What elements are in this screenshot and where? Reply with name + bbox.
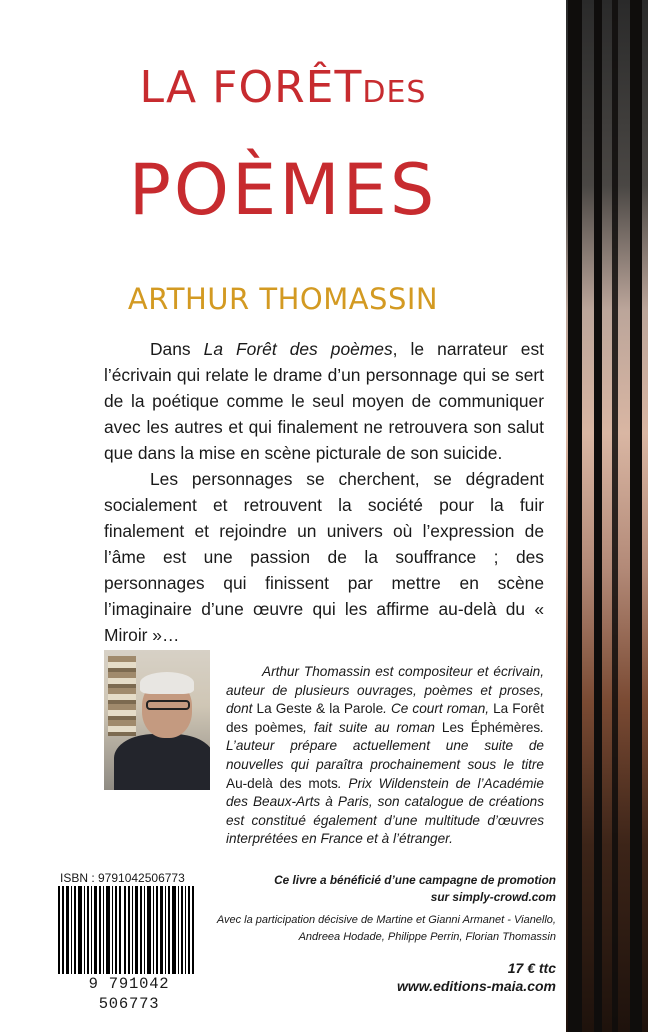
title-line-1 xyxy=(0,58,566,123)
website-link[interactable]: www.editions-maia.com xyxy=(397,978,556,994)
tree-trunk xyxy=(568,0,582,1032)
synopsis-paragraph-2: Les personnages se cherchent, se dégradent socialement et retrouvent la société pour la fuir finalement et rejoindre un univers où l’expression de l’âme est une passion de la souffrance ; des personnages qui finissent par mettre en scène l’imaginaire d’une œuvre qui les affirme au-delà du « Miroir »… xyxy=(104,469,544,645)
price: 17 € ttc xyxy=(507,960,556,976)
bio-text: . L’auteur prépare actuellement une suite de nouvelles qui paraîtra prochainement sous le titre xyxy=(226,719,544,772)
synopsis-paragraph-1 xyxy=(104,336,544,466)
participation-line-1: Avec la participation décisive de Martine et Gianni Armanet - Vianello, xyxy=(216,914,556,926)
isbn-label: ISBN : 9791042506773 xyxy=(60,871,185,885)
participation-text xyxy=(216,912,556,946)
glasses-icon xyxy=(146,700,190,710)
barcode-digits: 9 791042 506773 xyxy=(55,974,203,1014)
author-jacket xyxy=(114,734,210,790)
bio-work-title: La Geste & la Parole xyxy=(256,701,384,717)
tree-trunk xyxy=(630,0,642,1032)
author-name: ARTHUR THOMASSIN xyxy=(127,282,439,316)
promo-line-2: sur simply-crowd.com xyxy=(430,890,556,904)
participation-line-2: Andreea Hodade, Philippe Perrin, Florian Thomassin xyxy=(298,931,556,943)
author-photo xyxy=(104,650,210,790)
bio-work-title: La Forêt des poèmes xyxy=(226,701,545,735)
bookshelf xyxy=(108,656,136,736)
bio-work-title: Au-delà des mots xyxy=(226,775,338,791)
promo-line-1: Ce livre a bénéficié d’une campagne de promotion xyxy=(274,873,556,887)
synopsis-text: , le narrateur est l’écrivain qui relate le drame d’un personnage qui se sert de la poétique comme le seul moyen de communiquer avec les autres et qui finalement ne retrouvera son salut que dans la mise en scène picturale de son suicide. xyxy=(104,339,544,463)
tree-trunk xyxy=(612,0,618,1032)
bio-text: . Ce court roman, xyxy=(383,701,494,717)
tree-trunk xyxy=(594,0,602,1032)
book-title-italic: La Forêt des poèmes xyxy=(203,339,393,359)
forest-spine-image xyxy=(566,0,648,1032)
author-bio xyxy=(226,663,544,849)
bio-text: . Prix Wildenstein de l’Académie des Beaux-Arts à Paris, son catalogue de créations est constitué également d’une multitude d’œuvres interprétées en France et à l’étranger. xyxy=(226,775,544,847)
title-line-2: POÈMES xyxy=(128,149,438,231)
title-main-word: LA FORÊT xyxy=(139,62,363,113)
promo-text xyxy=(236,872,556,906)
synopsis xyxy=(104,336,544,648)
bio-text: Arthur Thomassin est compositeur et écrivain, auteur de plusieurs ouvrages, poèmes et proses, dont xyxy=(226,664,544,717)
author-hair xyxy=(140,672,194,694)
title-small-word: DES xyxy=(362,75,427,110)
bio-text: , fait suite au roman xyxy=(303,719,442,735)
synopsis-text: Dans xyxy=(150,339,204,359)
bio-work-title: Les Éphémères xyxy=(441,719,541,735)
